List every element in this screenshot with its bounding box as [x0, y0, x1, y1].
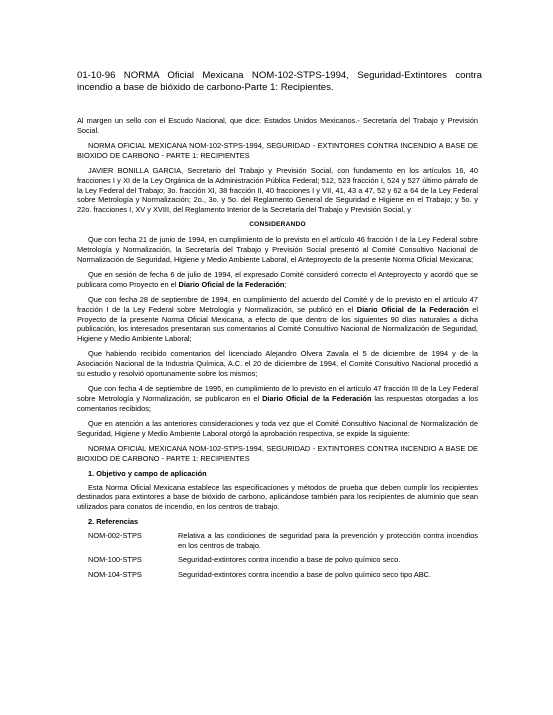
preamble-paragraph: JAVIER BONILLA GARCIA, Secretario del Trabajo y Previsión Social, con fundamento en los artículos 16, 40 fracciones I y XI de la Ley Orgánica de la Administración Pública Federal; 512, 523 fracción I, 524 y 527 último párrafo de la Ley Federal del Trabajo; 3o. fracción XI, 38 fracción II, 40 fracciones I y VII, 41, 43 a 47, 52 y 62 a 64 de la Ley Federal sobre Metrología y Normalización; 2o., 3o. y 5o. del Reglamento General de Seguridad e Higiene en el Trabajo; y 5o. y 22o. fracciones I, XV y XVIII, del Reglamento Interior de la Secretaría del Trabajo y Previsión Social, y — [77, 165, 478, 215]
norm-title: NORMA OFICIAL MEXICANA NOM-102-STPS-1994, SEGURIDAD - EXTINTORES CONTRA INCENDIO A BASE DE BIOXIDO DE CARBONO - PARTE 1: RECIPIENTES — [77, 140, 478, 160]
reference-code: NOM-104-STPS — [88, 569, 142, 579]
section-1-text: Esta Norma Oficial Mexicana establece las especificaciones y métodos de prueba que deben cumplir los recipientes destinados para extintores a base de bióxido de carbono, aplicándose también para los recipientes de aluminio que sean utilizados para conatos de incendio, en los centros de trabajo. — [77, 482, 478, 512]
seal-paragraph: Al margen un sello con el Escudo Nacional, que dice: Estados Unidos Mexicanos.- Secretaría del Trabajo y Previsión Social. — [77, 116, 478, 135]
reference-item — [77, 570, 478, 580]
paragraph-text: las respuestas otorgadas a los comentarios recibidos; — [77, 393, 479, 413]
section-2-heading: 2. Referencias — [88, 517, 139, 527]
considerando-paragraph-6: Que en atención a las anteriores consideraciones y toda vez que el Comité Consultivo Nacional de Normalización de Seguridad, Higiene y Medio Ambiente Laboral otorgó la aprobación respectiva, se expide la siguiente: — [77, 418, 478, 438]
diario-oficial-reference: Diario Oficial de la Federación — [262, 393, 372, 403]
document-body — [77, 116, 478, 584]
paragraph-text: Que con fecha 28 de septiembre de 1994, en cumplimiento del acuerdo del Comité y de lo previsto en el artículo 47 fracción I de la Ley Federal sobre Metrología y Normalización, se publicó en el — [77, 294, 478, 314]
document-header: 01-10-96 NORMA Oficial Mexicana NOM-102-STPS-1994, Seguridad-Extintores contra incendio a base de bióxido de carbono-Parte 1: Recipientes. — [77, 70, 482, 93]
paragraph-text: Que en sesión de fecha 6 de julio de 1994, el expresado Comité consideró correcto el Anteproyecto y acordó que se publicara como Proyecto en el — [77, 269, 478, 289]
paragraph-text: Que con fecha 4 de septiembre de 1995, en cumplimiento de lo previsto en el artículo 47 fracción III de la Ley Federal sobre Metrología y Normalización, se publicaron en el — [77, 384, 478, 403]
reference-description: Seguridad-extintores contra incendio a base de polvo químico seco. — [178, 555, 401, 565]
reference-item — [77, 531, 478, 551]
section-1-heading: 1. Objetivo y campo de aplicación — [88, 468, 207, 478]
norm-title-repeat: NORMA OFICIAL MEXICANA NOM-102-STPS-1994, SEGURIDAD - EXTINTORES CONTRA INCENDIO A BASE DE BIOXIDO DE CARBONO - PARTE 1: RECIPIENTES — [77, 443, 478, 463]
reference-item — [77, 555, 478, 565]
reference-description: Seguridad-extintores contra incendio a base de polvo químico seco tipo ABC. — [178, 569, 432, 579]
considerando-paragraph-4: Que habiendo recibido comentarios del licenciado Alejandro Olvera Zavala el 5 de diciembre de 1994 y de la Asociación Nacional de la Industria Química, A.C. el 20 de diciembre de 1994, el Comité Consultivo Nacional procedió a su estudio y resolvió oportunamente sobre los mismos; — [77, 349, 478, 378]
reference-description: Relativa a las condiciones de seguridad para la prevención y protección contra incendios en los centros de trabajo. — [178, 531, 478, 550]
references-list — [77, 531, 478, 579]
considerando-paragraph-5 — [77, 384, 478, 413]
considerando-heading: CONSIDERANDO — [249, 221, 306, 229]
considerando-paragraph-2 — [77, 270, 478, 290]
diario-oficial-reference: Diario Oficial de la Federación — [356, 304, 469, 314]
considerando-paragraph-3 — [77, 295, 478, 344]
reference-code: NOM-100-STPS — [88, 555, 142, 565]
paragraph-text: el Proyecto de la presente Norma Oficial Mexicana, a efecto de que dentro de los siguientes 90 días naturales a dicha publicación, los interesados presentaran sus comentarios al Comité Consultivo Nacional de Normalización de Seguridad, Higiene y Medio Ambiente Laboral; — [77, 304, 478, 344]
reference-code: NOM-002-STPS — [88, 531, 142, 541]
paragraph-text: ; — [284, 279, 287, 289]
diario-oficial-reference: Diario Oficial de la Federación — [178, 279, 285, 289]
considerando-paragraph-1: Que con fecha 21 de junio de 1994, en cumplimiento de lo previsto en el artículo 46 fracción I de la Ley Federal sobre Metrología y Normalización, la Secretaría del Trabajo y Previsión Social presentó al Comité Consultivo Nacional de Normalización de Seguridad, Higiene y Medio Ambiente Laboral, el Anteproyecto de la presente Norma Oficial Mexicana; — [77, 235, 478, 264]
